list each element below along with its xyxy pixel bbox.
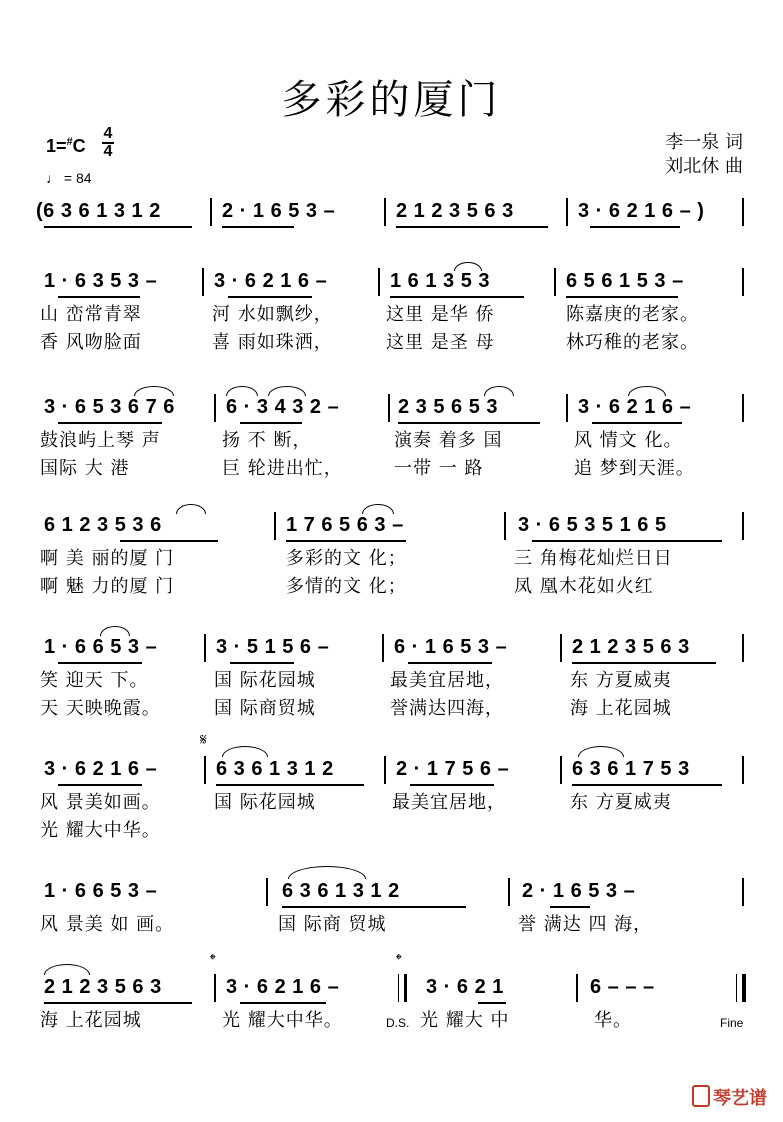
measure: 6 3 6 1 3 1 2 — [282, 880, 400, 902]
measure: 2 · 1 6 5 3 – — [522, 880, 636, 902]
final-barline-thick — [742, 974, 746, 1002]
lyric: 河 水如飘纱， — [212, 304, 333, 325]
lyric: 海 上花园城 — [570, 698, 672, 719]
barline — [742, 634, 744, 662]
lyric: 风 景美 如 画。 — [40, 914, 175, 935]
key-note: C — [72, 136, 86, 156]
underline — [566, 296, 678, 298]
lyric: 国际 大 港 — [40, 458, 130, 479]
tie-arc — [222, 746, 268, 757]
lyricist-credit: 李一泉 词 — [665, 132, 743, 153]
tie-arc — [176, 504, 206, 514]
barline — [742, 394, 744, 422]
barline — [742, 878, 744, 906]
barline — [566, 198, 568, 226]
tie-arc — [454, 262, 482, 271]
music-logo-icon — [692, 1085, 710, 1107]
lyric: 啊 魅 力的厦 门 — [40, 576, 175, 597]
lyric: 东 方夏威夷 — [570, 792, 672, 813]
lyric: 扬 不 断， — [222, 430, 312, 451]
underline — [44, 1002, 192, 1004]
measure: 3 · 6 2 1 6 – — [226, 976, 340, 998]
lyric: 这里 是圣 母 — [386, 332, 495, 353]
fine-marking: Fine — [720, 1016, 744, 1030]
lyric: 东 方夏威夷 — [570, 670, 672, 691]
underline — [240, 1002, 326, 1004]
lyric: 追 梦到天涯。 — [574, 458, 695, 479]
underline — [410, 784, 494, 786]
lyric: 陈嘉庚的老家。 — [566, 304, 699, 325]
lyric: 凤 凰木花如火红 — [514, 576, 654, 597]
barline — [388, 394, 390, 422]
barline — [508, 878, 510, 906]
barline — [566, 394, 568, 422]
barline — [742, 756, 744, 784]
measure: 3 · 6 2 1 6 – — [44, 758, 158, 780]
lyric: 巨 轮进出忙， — [222, 458, 343, 479]
watermark-logo — [692, 1084, 767, 1110]
lyric: 天 天映晚霞。 — [40, 698, 161, 719]
barline — [382, 634, 384, 662]
underline — [396, 226, 548, 228]
measure: 6 · 3 4 3 2 – — [226, 396, 340, 418]
final-barline-thin — [736, 974, 737, 1002]
underline — [216, 784, 364, 786]
lyric: 这里 是华 侨 — [386, 304, 495, 325]
key-signature — [46, 136, 86, 157]
lyric: 光 耀大中华。 — [40, 820, 161, 841]
underline — [44, 226, 192, 228]
barline — [504, 512, 506, 540]
barline — [554, 268, 556, 296]
lyric: 三 角梅花灿烂日日 — [514, 548, 673, 569]
key-sharp: # — [66, 136, 73, 148]
underline — [222, 226, 294, 228]
measure: 6 · 1 6 5 3 – — [394, 636, 508, 658]
lyric: 笑 迎天 下。 — [40, 670, 149, 691]
lyric: 国 际商贸城 — [214, 698, 316, 719]
barline — [214, 974, 216, 1002]
underline — [550, 906, 590, 908]
lyric: 光 耀大 中 — [420, 1010, 510, 1031]
tie-arc — [484, 386, 514, 396]
measure: (6 3 6 1 3 1 2 — [36, 200, 161, 222]
lyric: 多彩的文 化； — [286, 548, 407, 569]
measure: 1 · 6 3 5 3 – — [44, 270, 158, 292]
tempo-value: = 84 — [63, 170, 92, 186]
tie-arc — [628, 386, 666, 396]
barline — [202, 268, 204, 296]
measure: 1 · 6 6 5 3 – — [44, 880, 158, 902]
coda-icon: 𝄌 — [396, 950, 402, 969]
barline — [214, 394, 216, 422]
time-bottom: 4 — [103, 143, 113, 160]
measure: 3 · 6 2 1 6 – — [578, 396, 692, 418]
measure: 2 1 2 3 5 6 3 — [572, 636, 690, 658]
lyric: 国 际花园城 — [214, 792, 316, 813]
segno-icon: 𝄋 — [200, 730, 207, 749]
lyric: 演奏 着多 国 — [394, 430, 503, 451]
measure: 3 · 5 1 5 6 – — [216, 636, 330, 658]
lyric: 国 际花园城 — [214, 670, 316, 691]
barline — [560, 634, 562, 662]
lyric: 光 耀大中华。 — [222, 1010, 343, 1031]
barline — [378, 268, 380, 296]
coda-icon: 𝄌 — [210, 950, 216, 969]
underline — [228, 296, 312, 298]
underline — [58, 662, 142, 664]
key-prefix: 1= — [46, 136, 67, 156]
tie-arc — [268, 386, 306, 396]
repeat-barline-thick — [404, 974, 407, 1002]
lyric: 海 上花园城 — [40, 1010, 142, 1031]
underline — [572, 784, 722, 786]
measure: 1 7 6 5 6 3 – — [286, 514, 404, 536]
composer-credit: 刘北休 曲 — [665, 156, 743, 177]
barline — [204, 756, 206, 784]
measure: 1 · 6 6 5 3 – — [44, 636, 158, 658]
tempo-marking — [46, 170, 92, 186]
lyric: 鼓浪屿上琴 声 — [40, 430, 161, 451]
measure: 1 6 1 3 5 3 — [390, 270, 491, 292]
tie-arc — [578, 746, 624, 757]
barline — [384, 756, 386, 784]
lyric: 国 际商 贸城 — [278, 914, 387, 935]
time-top: 4 — [103, 125, 113, 142]
lyric: 山 峦常青翠 — [40, 304, 142, 325]
measure: 3 · 6 2 1 6 – ) — [578, 200, 705, 222]
lyric: 誉满达四海， — [390, 698, 504, 719]
tie-arc — [100, 626, 130, 636]
lyric: 华。 — [594, 1010, 632, 1031]
barline — [204, 634, 206, 662]
tie-arc — [44, 964, 90, 975]
ds-marking: D.S. — [386, 1016, 410, 1030]
watermark-text: 琴艺谱 — [713, 1088, 767, 1109]
underline — [572, 662, 716, 664]
lyric: 最美宜居地， — [392, 792, 506, 813]
underline — [408, 662, 492, 664]
measure: 3 · 6 2 1 6 – — [214, 270, 328, 292]
barline — [210, 198, 212, 226]
lyric: 誉 满达 四 海， — [518, 914, 653, 935]
repeat-barline-thin — [398, 974, 399, 1002]
lyric: 风 景美如画。 — [40, 792, 161, 813]
underline — [478, 1002, 506, 1004]
tie-arc — [288, 866, 366, 879]
underline — [58, 422, 162, 424]
measure: 2 · 1 7 5 6 – — [396, 758, 510, 780]
measure: 3 · 6 5 3 6 7 6 — [44, 396, 175, 418]
quarter-note-icon: ♩ — [46, 170, 60, 186]
lyric: 香 风吻脸面 — [40, 332, 142, 353]
barline — [560, 756, 562, 784]
lyric: 林巧稚的老家。 — [566, 332, 699, 353]
measure: 3 · 6 2 1 — [426, 976, 504, 998]
underline — [120, 540, 218, 542]
lyric: 多情的文 化； — [286, 576, 407, 597]
tie-arc — [226, 386, 258, 396]
barline — [266, 878, 268, 906]
barline — [384, 198, 386, 226]
measure: 2 1 2 3 5 6 3 — [396, 200, 514, 222]
underline — [286, 540, 406, 542]
underline — [390, 296, 524, 298]
measure: 6 3 6 1 7 5 3 — [572, 758, 690, 780]
underline — [282, 906, 466, 908]
barline — [576, 974, 578, 1002]
underline — [230, 662, 294, 664]
tie-arc — [362, 504, 394, 514]
measure: 3 · 6 5 3 5 1 6 5 — [518, 514, 667, 536]
song-title: 多彩的厦门 — [281, 77, 502, 123]
lyric: 喜 雨如珠洒， — [212, 332, 333, 353]
measure: 2 3 5 6 5 3 — [398, 396, 499, 418]
measure: 6 5 6 1 5 3 – — [566, 270, 684, 292]
measure: 6 – – – — [590, 976, 655, 998]
tie-arc — [134, 386, 174, 396]
measure: 2 · 1 6 5 3 – — [222, 200, 336, 222]
lyric: 啊 美 丽的厦 门 — [40, 548, 175, 569]
underline — [590, 226, 680, 228]
lyric: 一带 一 路 — [394, 458, 484, 479]
time-signature — [102, 126, 114, 160]
lyric: 最美宜居地， — [390, 670, 504, 691]
underline — [58, 784, 142, 786]
underline — [58, 296, 140, 298]
measure: 2 1 2 3 5 6 3 — [44, 976, 162, 998]
barline — [742, 198, 744, 226]
measure: 6 3 6 1 3 1 2 — [216, 758, 334, 780]
barline — [742, 512, 744, 540]
underline — [532, 540, 722, 542]
underline — [592, 422, 682, 424]
measure: 6 1 2 3 5 3 6 — [44, 514, 162, 536]
barline — [274, 512, 276, 540]
lyric: 风 情文 化。 — [574, 430, 683, 451]
underline — [398, 422, 540, 424]
underline — [240, 422, 302, 424]
barline — [742, 268, 744, 296]
